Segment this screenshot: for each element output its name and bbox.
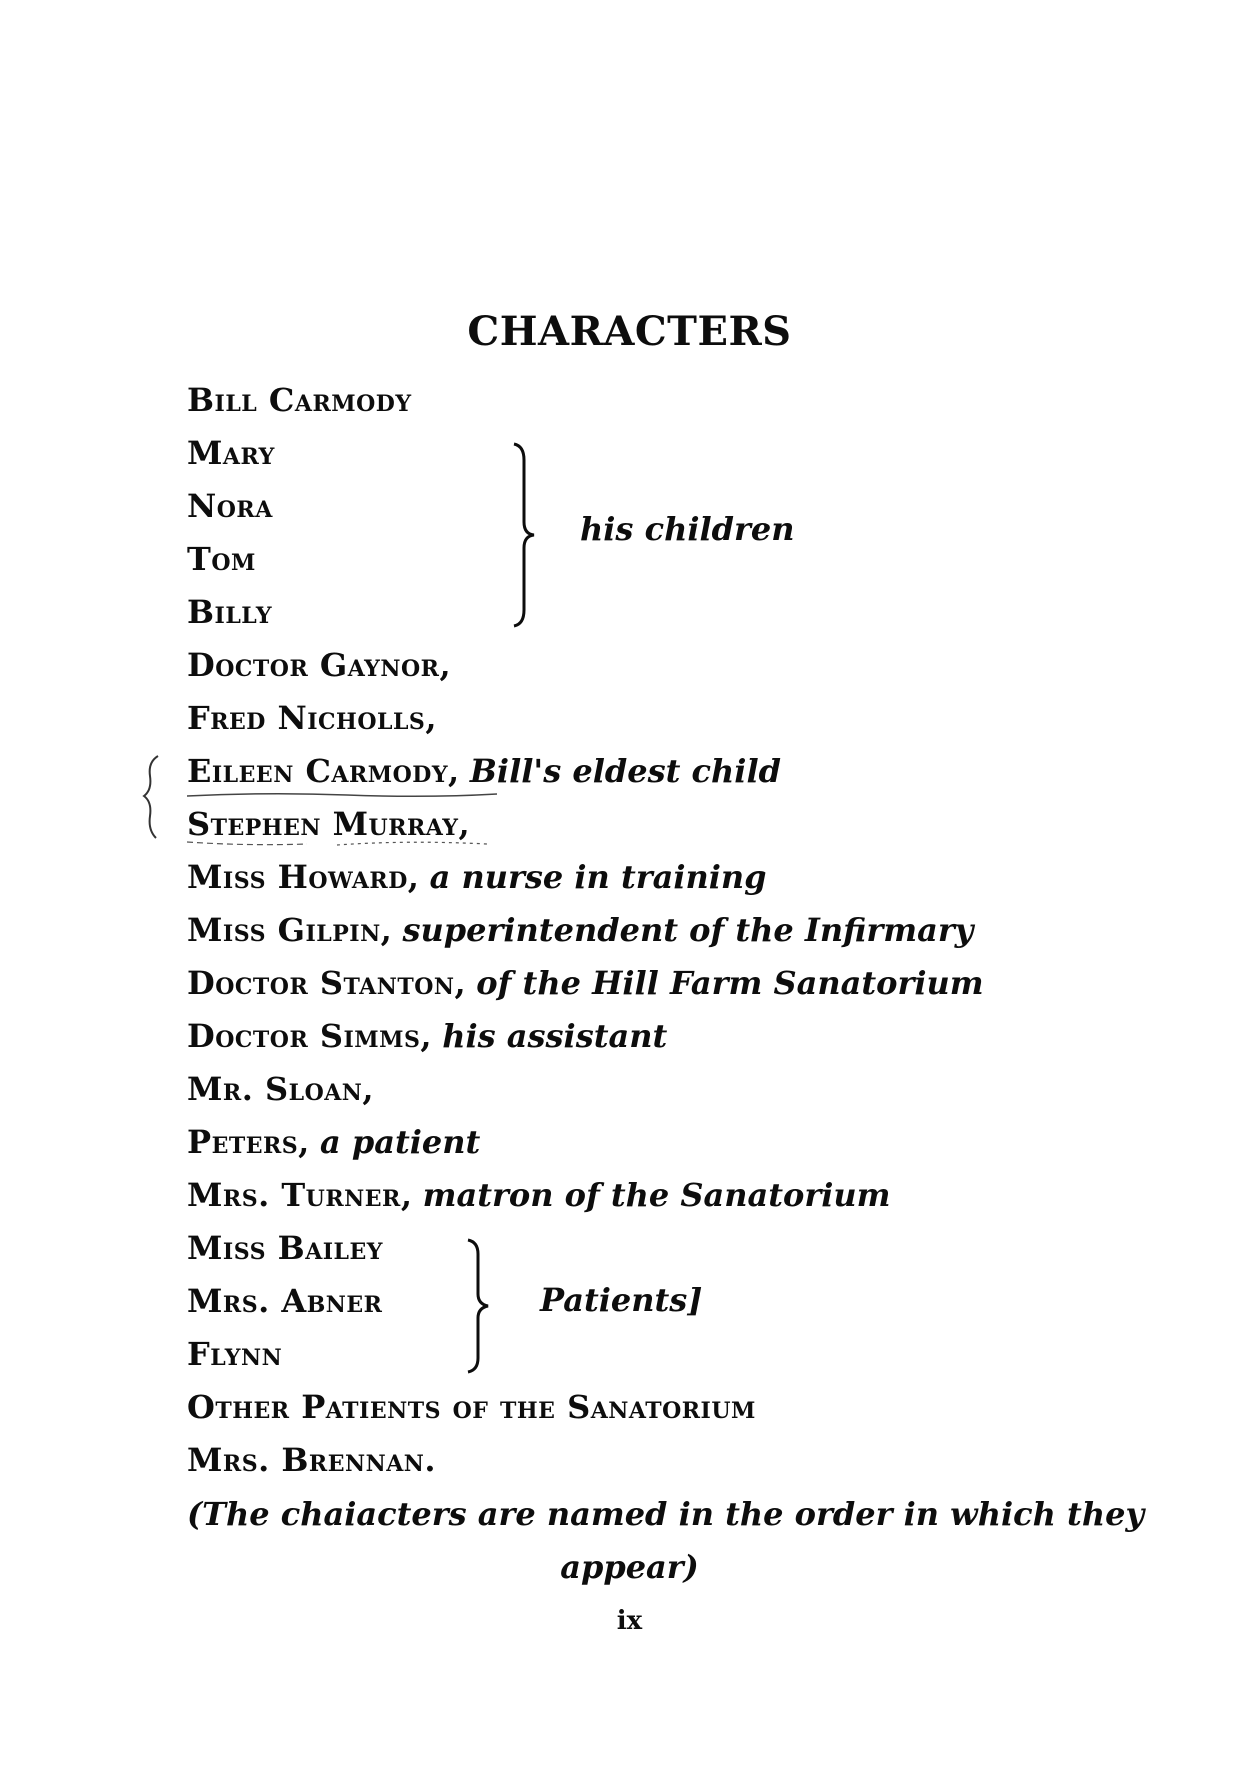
character-row — [187, 910, 973, 950]
character-name: Mrs. Brennan. — [187, 1441, 437, 1479]
children-brace — [508, 440, 538, 630]
character-row — [187, 857, 767, 897]
character-row — [187, 963, 984, 1003]
character-name: Miss Gilpin, — [187, 911, 393, 949]
character-name: Nora — [187, 487, 273, 525]
character-description: a nurse in training — [429, 858, 767, 896]
character-row — [187, 1069, 374, 1109]
character-description: Bill's eldest child — [469, 752, 781, 790]
page-number: ix — [616, 1606, 643, 1636]
patients-brace — [462, 1236, 492, 1376]
handwritten-brace-mark — [138, 752, 168, 842]
character-row — [187, 433, 275, 473]
character-name: Mary — [187, 434, 275, 472]
character-name: Stephen Murray, — [187, 805, 471, 843]
character-name: Bill Carmody — [187, 381, 412, 419]
character-name: Doctor Simms, — [187, 1017, 433, 1055]
character-description: matron of the Sanatorium — [422, 1176, 891, 1214]
character-name: Miss Howard, — [187, 858, 420, 896]
character-row — [187, 1281, 382, 1321]
character-row — [187, 1387, 756, 1427]
children-group-label: his children — [580, 510, 795, 548]
order-note-line2: appear) — [560, 1548, 699, 1586]
character-row — [187, 698, 437, 738]
character-description: of the Hill Farm Sanatorium — [476, 964, 984, 1002]
character-name: Flynn — [187, 1335, 283, 1373]
character-row — [187, 1175, 891, 1215]
page-title: CHARACTERS — [467, 308, 792, 355]
character-description: his assistant — [442, 1017, 668, 1055]
character-row — [187, 1440, 436, 1480]
character-name: Miss Bailey — [187, 1229, 383, 1267]
character-row — [187, 539, 256, 579]
character-name: Billy — [187, 593, 273, 631]
character-name: Other Patients of the Sanatorium — [187, 1388, 756, 1426]
order-note-line1: (The chaiacters are named in the order in which they — [187, 1495, 1145, 1533]
character-row — [187, 645, 451, 685]
character-row — [187, 751, 781, 791]
character-row — [187, 1334, 282, 1374]
character-description: superintendent of the Infirmary — [402, 911, 974, 949]
character-row — [187, 1122, 480, 1162]
character-name: Doctor Gaynor, — [187, 646, 452, 684]
character-row — [187, 380, 412, 420]
character-name: Peters, — [187, 1123, 310, 1161]
character-name: Tom — [187, 540, 256, 578]
character-description: a patient — [319, 1123, 481, 1161]
character-name: Eileen Carmody, — [187, 752, 460, 790]
character-name: Mrs. Abner — [187, 1282, 383, 1320]
character-row — [187, 1228, 383, 1268]
handwritten-underline-mark — [187, 790, 507, 852]
character-name: Fred Nicholls, — [187, 699, 437, 737]
character-name: Mrs. Turner, — [187, 1176, 413, 1214]
character-row — [187, 1016, 667, 1056]
patients-group-label: Patients] — [540, 1281, 703, 1319]
character-row — [187, 486, 273, 526]
character-name: Mr. Sloan, — [187, 1070, 375, 1108]
character-row — [187, 592, 272, 632]
character-name: Doctor Stanton, — [187, 964, 467, 1002]
